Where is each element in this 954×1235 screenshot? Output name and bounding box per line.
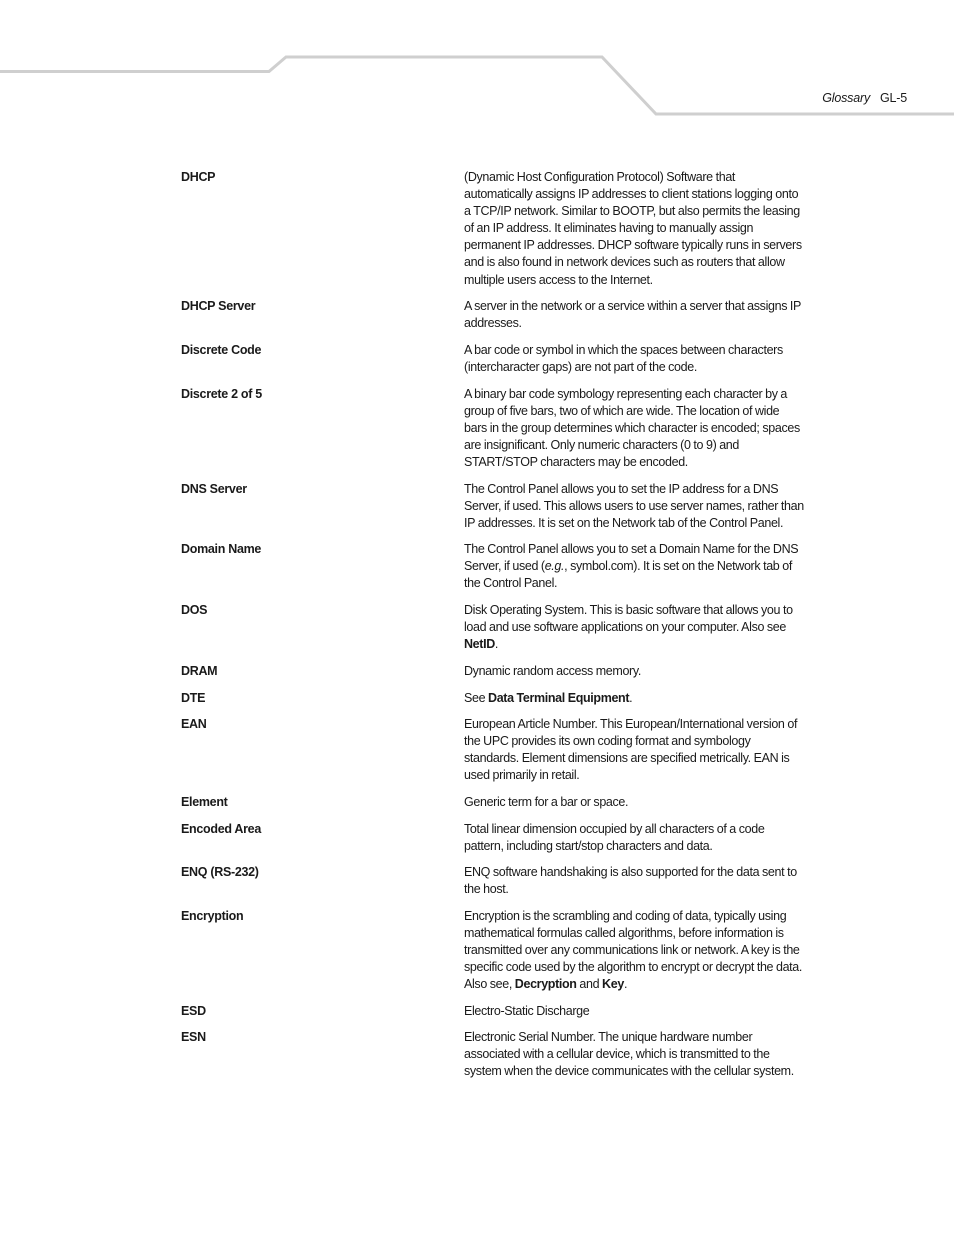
glossary-term: DTE [181, 691, 206, 705]
glossary-entry-esn [181, 1029, 821, 1080]
glossary-term: EAN [181, 717, 207, 731]
definition-cross-reference: Data Terminal Equipment [488, 691, 630, 705]
glossary-entry-encryption [181, 908, 821, 1003]
section-title: Glossary [822, 91, 870, 105]
glossary-definition: Generic term for a bar or space. [464, 795, 629, 809]
glossary-term: ESD [181, 1004, 206, 1018]
glossary-entry-dte [181, 690, 821, 716]
definition-text: The Control Panel allows you to set a Domain Name for the DNS Server, if used ( [464, 542, 799, 574]
definition-text: . [623, 977, 628, 992]
definition-text: and [576, 977, 603, 992]
glossary-entry-dhcp [181, 169, 821, 298]
running-head [822, 91, 907, 105]
glossary-entry-enq-rs-232 [181, 864, 821, 908]
glossary-definition: Total linear dimension occupied by all characters of a code pattern, including start/stop characters and data. [464, 822, 765, 854]
glossary-term: DNS Server [181, 482, 247, 496]
definition-text: . [629, 691, 633, 705]
glossary-definition [464, 690, 804, 707]
glossary-entry-element [181, 794, 821, 821]
glossary-definition: A bar code or symbol in which the spaces between characters (intercharacter gaps) are not part of the code. [464, 343, 783, 375]
glossary-definition [464, 541, 804, 592]
glossary-definition [464, 908, 804, 993]
glossary-definition [464, 602, 804, 653]
glossary-definition: A binary bar code symbology representing each character by a group of five bars, two of which are wide. The location of wide bars in the group determines which character is encoded; spaces are insignificant. Only numeric characters (0 to 9) and START/STOP characters may be encoded. [464, 387, 800, 470]
glossary-term: ESN [181, 1030, 206, 1044]
glossary-term: Element [181, 795, 228, 809]
glossary-entry-dns-server [181, 481, 821, 541]
glossary-list [181, 169, 821, 1080]
definition-text: See [464, 691, 489, 705]
definition-text: Disk Operating System. This is basic software that allows you to load and use software applications on your computer. Also see [464, 603, 793, 635]
glossary-entry-discrete-2-of-5 [181, 386, 821, 481]
glossary-term: DOS [181, 603, 208, 617]
glossary-term: DHCP Server [181, 299, 256, 313]
glossary-term: ENQ (RS-232) [181, 865, 259, 879]
glossary-entry-discrete-code [181, 342, 821, 386]
definition-cross-reference: NetID [464, 637, 495, 652]
page-number: GL-5 [880, 91, 907, 105]
glossary-definition: The Control Panel allows you to set the IP address for a DNS Server, if used. This allows users to use server names, rather than IP addresses. It is set on the Network tab of the Control Panel. [464, 482, 804, 531]
definition-cross-reference: Key [602, 977, 624, 992]
definition-text: , symbol.com). It is set on the Network tab of the Control Panel. [464, 559, 792, 591]
glossary-definition: Dynamic random access memory. [464, 664, 641, 678]
definition-text: . [494, 637, 499, 652]
glossary-term: Domain Name [181, 542, 262, 556]
glossary-term: Discrete Code [181, 343, 262, 357]
glossary-definition: A server in the network or a service within a server that assigns IP addresses. [464, 299, 801, 331]
glossary-definition: Electro-Static Discharge [464, 1004, 590, 1018]
glossary-definition: (Dynamic Host Configuration Protocol) Software that automatically assigns IP addresses to client stations logging onto a TCP/IP network. Similar to BOOTP, but also permits the leasing of an IP address. It eliminates having to manually assign permanent IP addresses. DHCP software typically runs in servers and is also found in network devices such as routers that allow multiple users access to the Internet. [464, 170, 802, 287]
glossary-entry-encoded-area [181, 821, 821, 864]
glossary-entry-dos [181, 602, 821, 663]
glossary-entry-ean [181, 716, 821, 794]
header-rule-line [0, 0, 954, 120]
glossary-term: DHCP [181, 170, 216, 184]
definition-text: Encryption is the scrambling and coding of data, typically using mathematical formulas called algorithms, before information is transmitted over any communications link or network. A key is the specific code used by the algorithm to encrypt or decrypt the data. Also see, [464, 909, 803, 992]
glossary-definition: European Article Number. This European/International version of the UPC provides its own coding format and symbology standards. Element dimensions are specified metrically. EAN is used primarily in retail. [464, 717, 798, 783]
definition-emphasis: e.g. [544, 559, 565, 574]
glossary-entry-dhcp-server [181, 298, 821, 342]
glossary-entry-domain-name [181, 541, 821, 602]
glossary-entry-dram [181, 663, 821, 690]
glossary-entry-esd [181, 1003, 821, 1029]
glossary-term: Discrete 2 of 5 [181, 387, 262, 401]
definition-cross-reference: Decryption [514, 977, 577, 992]
glossary-term: Encryption [181, 909, 244, 923]
glossary-definition: ENQ software handshaking is also supported for the data sent to the host. [464, 865, 797, 897]
glossary-term: Encoded Area [181, 822, 261, 836]
glossary-term: DRAM [181, 664, 218, 678]
glossary-definition: Electronic Serial Number. The unique hardware number associated with a cellular device, which is transmitted to the system when the device communicates with the cellular system. [464, 1030, 794, 1079]
